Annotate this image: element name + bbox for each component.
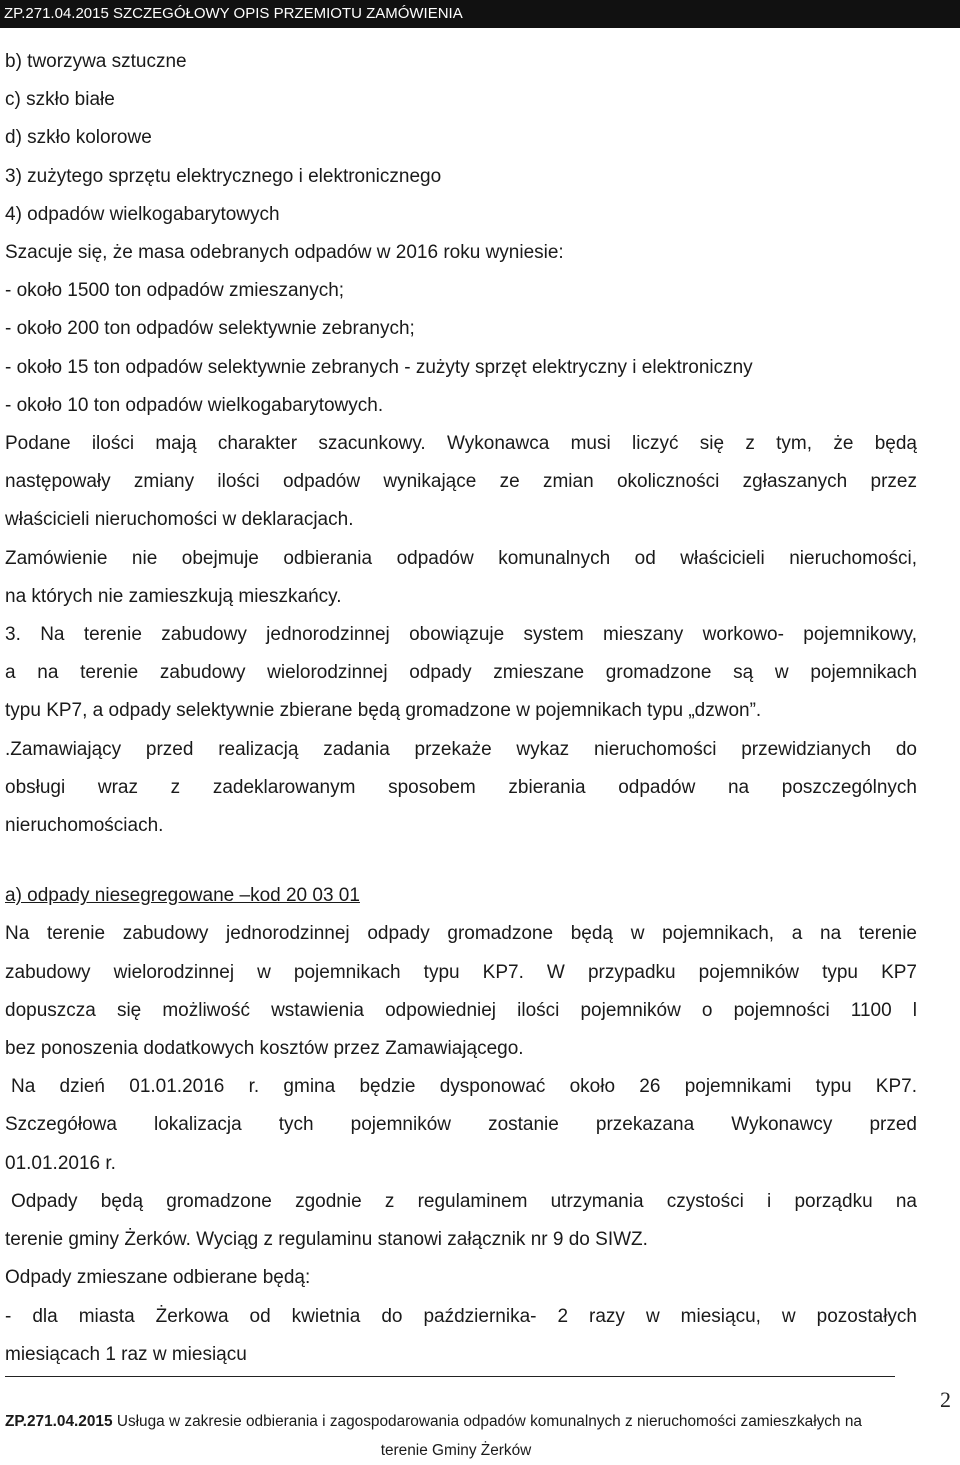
text-line: Szacuje się, że masa odebranych odpadów w 2016 roku wyniesie: (5, 242, 564, 264)
text-line: Na dzień 01.01.2016 r. gmina będzie dysponować około 26 pojemnikami typu KP7. (11, 1076, 917, 1098)
text-line: 3. Na terenie zabudowy jednorodzinnej obowiązuje system mieszany workowo- pojemnikowy, (5, 624, 917, 646)
text-line: Szczegółowa lokalizacja tych pojemników zostanie przekazana Wykonawcy przed (5, 1114, 917, 1136)
header-title: ZP.271.04.2015 SZCZEGÓŁOWY OPIS PRZEMIOTU ZAMÓWIENIA (4, 5, 463, 22)
text-line: obsługi wraz z zadeklarowanym sposobem zbierania odpadów na poszczególnych (5, 776, 917, 798)
text-line: 4) odpadów wielkogabarytowych (5, 203, 280, 225)
document-header (0, 0, 960, 28)
text-line: - około 200 ton odpadów selektywnie zebranych; (5, 318, 415, 340)
text-line: - około 15 ton odpadów selektywnie zebranych - zużyty sprzęt elektryczny i elektroniczny (5, 356, 753, 378)
text-line: c) szkło białe (5, 89, 115, 111)
footer-divider (5, 1376, 895, 1377)
text-line: Odpady będą gromadzone zgodnie z regulaminem utrzymania czystości i porządku na (11, 1190, 917, 1212)
text-line: Odpady zmieszane odbierane będą: (5, 1267, 311, 1289)
text-line: 01.01.2016 r. (5, 1152, 116, 1174)
text-line: na których nie zamieszkują mieszkańcy. (5, 585, 342, 607)
footer-text-continued: terenie Gminy Żerków (380, 1442, 532, 1459)
text-line: - około 10 ton odpadów wielkogabarytowych. (5, 394, 384, 416)
text-line: terenie gminy Żerków. Wyciąg z regulaminu stanowi załącznik nr 9 do SIWZ. (5, 1229, 648, 1251)
section-heading (5, 877, 917, 915)
text-line: zabudowy wielorodzinnej w pojemnikach typu KP7. W przypadku pojemników typu KP7 (5, 961, 917, 983)
footer-description: Usługa w zakresie odbierania i zagospodarowania odpadów komunalnych z nieruchomości zamieszkałych na (112, 1413, 862, 1430)
text-line: bez ponoszenia dodatkowych kosztów przez Zamawiającego. (5, 1038, 524, 1060)
document-body (5, 43, 917, 1374)
text-line: d) szkło kolorowe (5, 127, 152, 149)
footer-text (5, 1411, 905, 1433)
text-line: 3) zużytego sprzętu elektrycznego i elektronicznego (5, 165, 442, 187)
text-line: typu KP7, a odpady selektywnie zbierane będą gromadzone w pojemnikach typu „dzwon”. (5, 700, 762, 722)
text-line: dopuszcza się możliwość wstawienia odpowiedniej ilości pojemników o pojemności 1100 l (5, 999, 917, 1021)
text-line: - około 1500 ton odpadów zmieszanych; (5, 280, 345, 302)
text-line: a na terenie zabudowy wielorodzinnej odpady zmieszane gromadzone są w pojemnikach (5, 662, 917, 684)
text-line: Podane ilości mają charakter szacunkowy. Wykonawca musi liczyć się z tym, że będą (5, 433, 917, 455)
text-line: Zamówienie nie obejmuje odbierania odpadów komunalnych od właścicieli nieruchomości, (5, 547, 917, 569)
text-line: nieruchomościach. (5, 815, 164, 837)
text-line: .Zamawiający przed realizacją zadania przekaże wykaz nieruchomości przewidzianych do (5, 738, 917, 760)
paragraph-gap (5, 845, 917, 877)
text-line: następowały zmiany ilości odpadów wynikające ze zmian okoliczności zgłaszanych przez (5, 471, 917, 493)
footer-reference: ZP.271.04.2015 (5, 1413, 113, 1430)
text-line: miesiącach 1 raz w miesiącu (5, 1343, 247, 1365)
text-line: właścicieli nieruchomości w deklaracjach. (5, 509, 354, 531)
text-line: - dla miasta Żerkowa od kwietnia do października- 2 razy w miesiącu, w pozostałych (5, 1305, 917, 1327)
page-number: 2 (940, 1387, 951, 1412)
text-line: b) tworzywa sztuczne (5, 51, 187, 72)
section-heading-text: a) odpady niesegregowane –kod 20 03 01 (5, 885, 360, 907)
text-line: Na terenie zabudowy jednorodzinnej odpady gromadzone będą w pojemnikach, a na terenie (5, 923, 917, 945)
